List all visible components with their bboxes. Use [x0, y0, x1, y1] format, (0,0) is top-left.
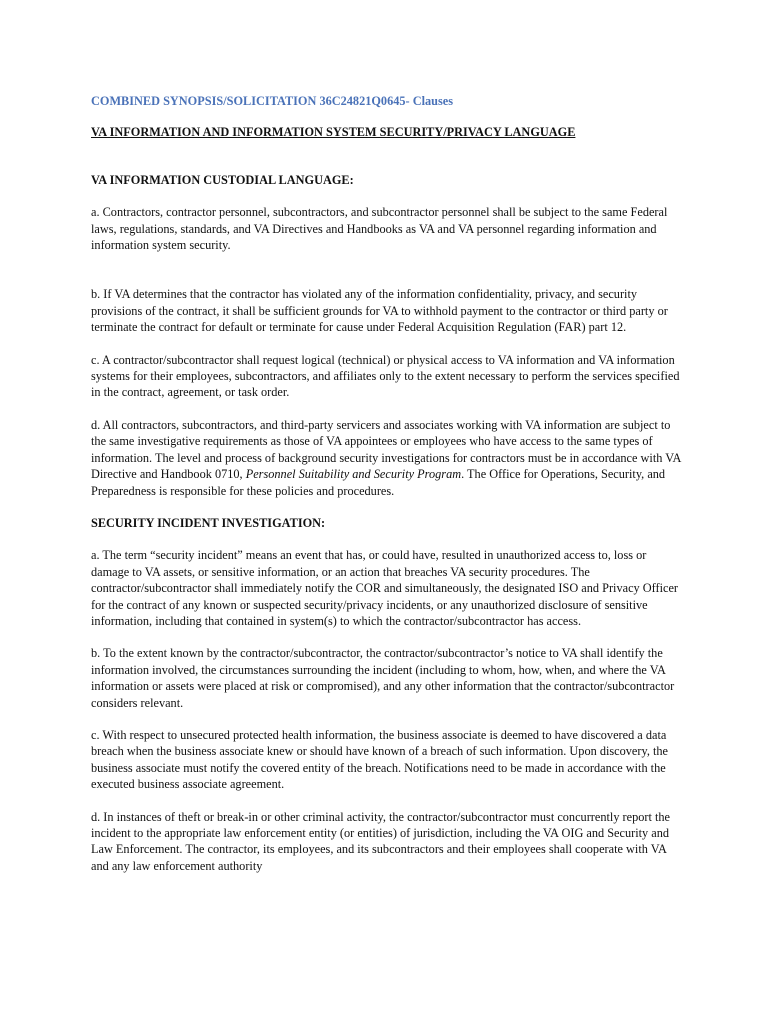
incident-heading: SECURITY INCIDENT INVESTIGATION:	[91, 515, 326, 530]
document-title: COMBINED SYNOPSIS/SOLICITATION 36C24821Q0645- Clauses	[91, 94, 454, 108]
custodial-paragraph-b: b. If VA determines that the contractor has violated any of the information confidentiality, privacy, and security provisions of the contract, it shall be sufficient grounds for VA to withhold payment to the contractor or third party or terminate the contract for default or terminate for cause under Federal Acquisition Regulation (FAR) part 12.	[91, 287, 668, 335]
custodial-paragraph-a: a. Contractors, contractor personnel, subcontractors, and subcontractor personnel shall be subject to the same Federal laws, regulations, standards, and VA Directives and Handbooks as VA and VA personnel regarding information and information system security.	[91, 205, 668, 253]
incident-paragraph-b: b. To the extent known by the contractor/subcontractor, the contractor/subcontractor’s notice to VA shall identify the information involved, the circumstances surrounding the incident (including to whom, how, when, and where the VA information or assets were placed at risk or compromised), and any other information that the contractor/subcontractor considers relevant.	[91, 646, 675, 710]
custodial-paragraph-c: c. A contractor/subcontractor shall request logical (technical) or physical access to VA information and VA information systems for their employees, subcontractors, and affiliates only to the extent necessary to perform the services specified in the contract, agreement, or task order.	[91, 352, 680, 400]
custodial-d-text-1: d. All contractors, subcontractors, and third-party servicers and associates working with VA information are subject to the same investigative requirements as those of VA appointees or employees who have access to the same types of information. The level and process of background security investigations for contractors must be in accordance with VA Directive and Handbook 0710,	[91, 417, 681, 482]
custodial-d-text-2: . The Office for Operations, Security, and Preparedness is responsible for these policies and procedures.	[91, 467, 666, 498]
incident-paragraph-c: c. With respect to unsecured protected health information, the business associate is deemed to have discovered a data breach when the business associate knew or should have known of a breach of such information. Upon discovery, the business associate must notify the covered entity of the breach. Notifications need to be made in accordance with the executed business associate agreement.	[91, 727, 668, 792]
custodial-paragraph-d	[91, 417, 681, 499]
custodial-heading: VA INFORMATION CUSTODIAL LANGUAGE:	[91, 172, 354, 187]
incident-paragraph-d: d. In instances of theft or break-in or other criminal activity, the contractor/subcontractor must concurrently report the incident to the appropriate law enforcement entity (or entities) of jurisdiction, including the VA OIG and Security and Law Enforcement. The contractor, its employees, and its subcontractors and their employees shall cooperate with VA and any law enforcement authority	[91, 809, 670, 873]
document-page	[91, 93, 681, 874]
custodial-d-italic: Personnel Suitability and Security Program	[245, 467, 462, 482]
incident-paragraph-a: a. The term “security incident” means an event that has, or could have, resulted in unauthorized access to, loss or damage to VA assets, or sensitive information, or an action that breaches VA security procedures. The contractor/subcontractor shall immediately notify the COR and simultaneously, the designated ISO and Privacy Officer for the contract of any known or suspected security/privacy incidents, or any unauthorized disclosure of sensitive information, including that contained in system(s) to which the contractor/subcontractor has access.	[91, 548, 679, 628]
main-heading: VA INFORMATION AND INFORMATION SYSTEM SECURITY/PRIVACY LANGUAGE	[91, 125, 576, 140]
